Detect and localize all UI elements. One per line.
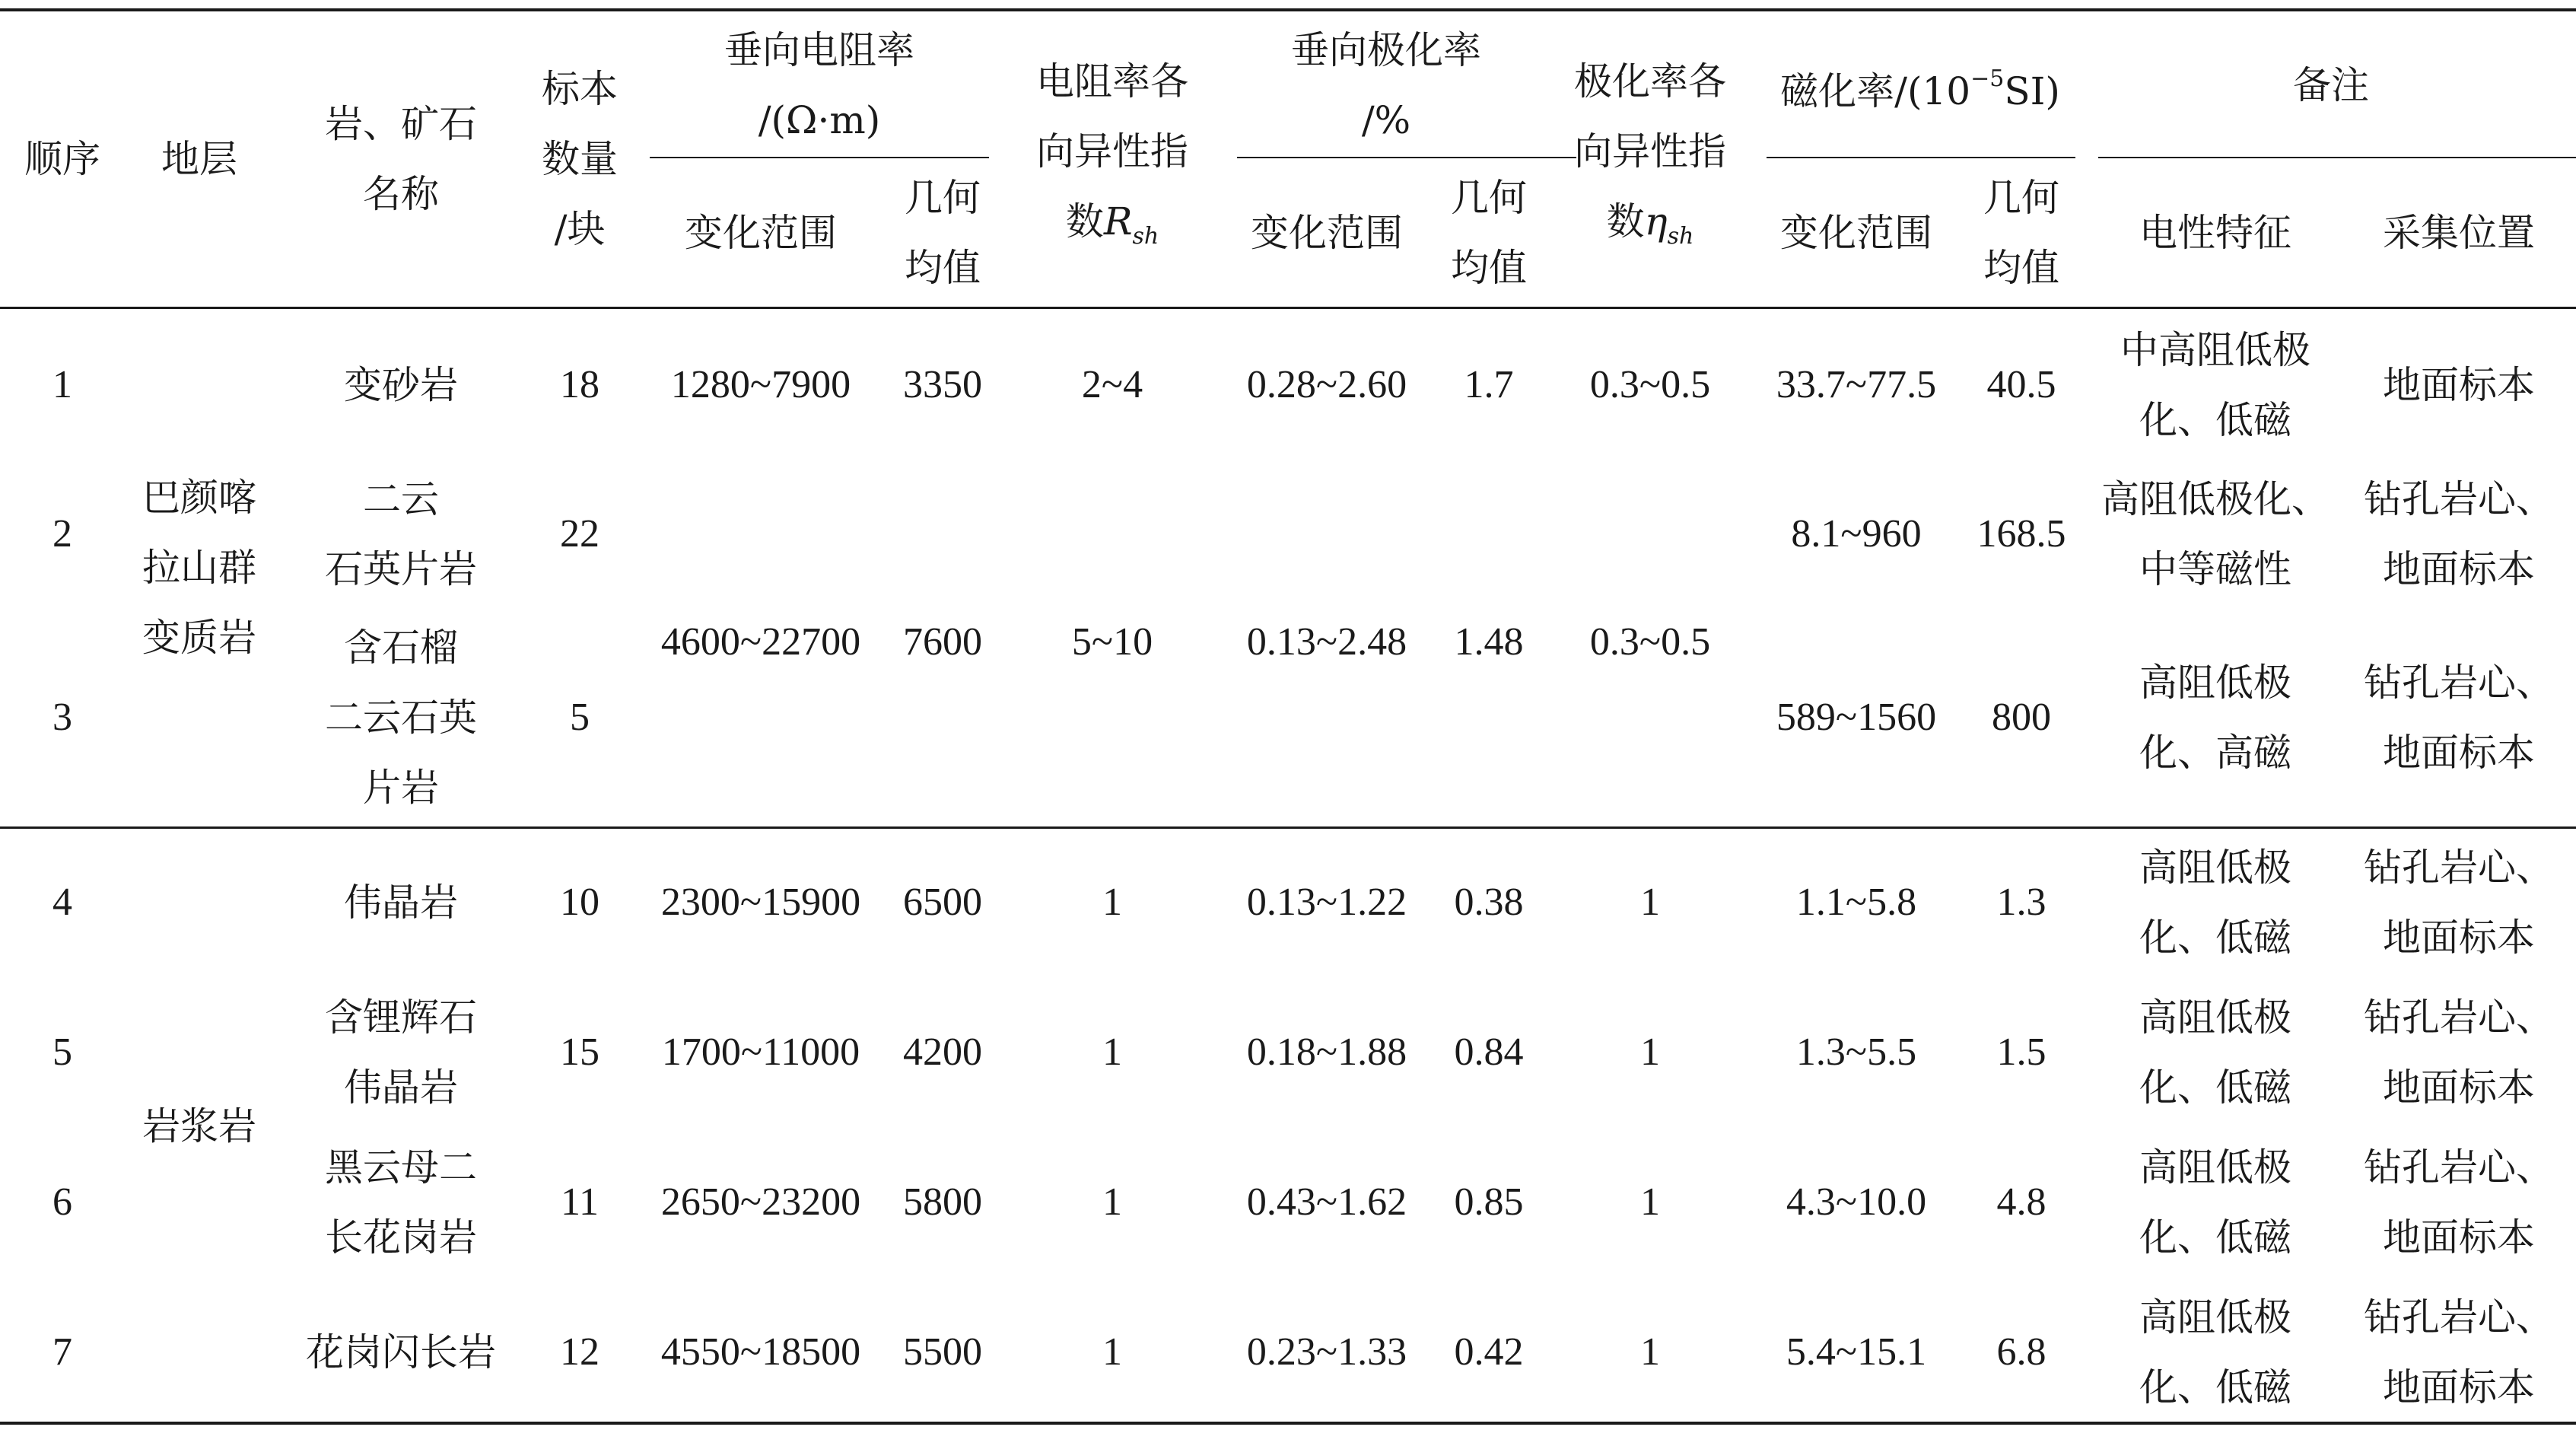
- header-resistivity-mean-text: 几何 均值: [905, 176, 981, 290]
- row-4-electrical-text: 高阻低极 化、低磁: [2139, 846, 2291, 960]
- row-3-location: [2364, 648, 2554, 788]
- row-2-electrical: [2101, 464, 2330, 604]
- header-stratum: 地层: [161, 137, 237, 181]
- row-5-electrical: [2139, 983, 2291, 1123]
- row-7-pol-mean: 0.42: [1454, 1330, 1524, 1374]
- row-7-location: [2364, 1282, 2554, 1422]
- header-polarizability-anisotropy-sub: sh: [1667, 223, 1694, 250]
- row-2-electrical-text: 高阻低极化、 中等磁性: [2101, 477, 2330, 591]
- header-susceptibility-mean-text: 几何 均值: [1983, 176, 2059, 290]
- row-1-electrical-text: 中高阻低极 化、低磁: [2120, 328, 2310, 442]
- row-1-electrical: [2120, 315, 2310, 455]
- row-6-res-mean: 5800: [903, 1180, 982, 1224]
- row-2-sus-mean: 168.5: [1977, 512, 2066, 556]
- row-6-order: 6: [52, 1180, 72, 1224]
- header-polarizability-mean-text: 几何 均值: [1451, 176, 1527, 290]
- row-6-name-text: 黑云母二 长花岗岩: [325, 1145, 477, 1260]
- row-6-electrical-text: 高阻低极 化、低磁: [2139, 1145, 2291, 1260]
- header-resistivity-anisotropy-symbol: R: [1103, 199, 1133, 244]
- stratum-metamorphic: [142, 463, 256, 673]
- row-5-location-text: 钻孔岩心、 地面标本: [2364, 995, 2554, 1110]
- row-1-res-range: 1280~7900: [670, 363, 851, 406]
- row-6-res-aniso: 1: [1102, 1180, 1122, 1224]
- row-1-location-text: 地面标本: [2383, 363, 2535, 407]
- header-resistivity-range: 变化范围: [685, 211, 837, 255]
- row-7-sus-mean: 6.8: [1996, 1330, 2046, 1374]
- row-1-name: 变砂岩: [344, 363, 458, 407]
- row-7-count: 12: [560, 1330, 599, 1374]
- merged-res-mean: 7600: [903, 620, 982, 664]
- header-resistivity-mean: [905, 163, 981, 303]
- row-4-location: [2364, 833, 2554, 973]
- row-4-res-aniso: 1: [1102, 881, 1122, 924]
- row-7-electrical-text: 高阻低极 化、低磁: [2139, 1295, 2291, 1409]
- merged-pol-mean: 1.48: [1454, 620, 1524, 664]
- group-rule-susceptibility: [1767, 157, 2075, 158]
- row-5-order: 5: [52, 1030, 72, 1074]
- row-5-res-range: 1700~11000: [661, 1030, 860, 1074]
- row-2-order: 2: [52, 512, 72, 556]
- row-7-pol-aniso: 1: [1640, 1330, 1660, 1374]
- row-3-sus-mean: 800: [1992, 696, 2051, 739]
- row-7-res-aniso: 1: [1102, 1330, 1122, 1374]
- merged-res-range: 4600~22700: [660, 620, 861, 664]
- row-7-name: 花岗闪长岩: [306, 1330, 496, 1374]
- row-3-electrical: [2139, 648, 2291, 788]
- row-6-sus-range: 4.3~10.0: [1786, 1180, 1927, 1224]
- header-polarizability-text: 垂向极化率 /%: [1291, 28, 1481, 142]
- row-4-electrical: [2139, 833, 2291, 973]
- row-5-pol-aniso: 1: [1640, 1030, 1660, 1074]
- row-6-count: 11: [560, 1180, 599, 1224]
- header-susceptibility-range: 变化范围: [1780, 211, 1932, 255]
- row-5-pol-range: 0.18~1.88: [1246, 1030, 1407, 1074]
- header-resistivity-anisotropy: [1036, 46, 1188, 272]
- row-5-name-text: 含锂辉石 伟晶岩: [325, 995, 477, 1110]
- row-7-res-mean: 5500: [903, 1330, 982, 1374]
- row-7-pol-range: 0.23~1.33: [1246, 1330, 1407, 1374]
- row-2-sus-range: 8.1~960: [1791, 512, 1922, 556]
- header-resistivity: [724, 15, 914, 155]
- header-polarizability-anisotropy: [1574, 46, 1726, 272]
- row-5-pol-mean: 0.84: [1454, 1030, 1524, 1074]
- merged-pol-range: 0.13~2.48: [1246, 620, 1407, 664]
- row-3-count: 5: [570, 696, 590, 739]
- header-resistivity-text: 垂向电阻率 /(Ω·m): [724, 28, 914, 142]
- row-5-res-mean: 4200: [903, 1030, 982, 1074]
- row-1-count: 18: [560, 363, 599, 406]
- row-1-res-mean: 3350: [903, 363, 982, 406]
- row-1-pol-aniso: 0.3~0.5: [1589, 363, 1711, 406]
- row-4-res-mean: 6500: [903, 881, 982, 924]
- header-susceptibility-prefix: 磁化率/(10: [1780, 69, 1971, 113]
- group-rule-polarizability: [1237, 157, 1576, 158]
- row-6-pol-aniso: 1: [1640, 1180, 1660, 1224]
- row-4-sus-mean: 1.3: [1996, 881, 2046, 924]
- merged-res-aniso: 5~10: [1071, 620, 1153, 664]
- header-polarizability-anisotropy-prefix: 极化率各 向异性指 数: [1574, 59, 1726, 244]
- row-2-name: [325, 464, 477, 604]
- header-sample-count-text: 标本 数量 /块: [542, 67, 618, 251]
- row-6-location-text: 钻孔岩心、 地面标本: [2364, 1145, 2554, 1260]
- header-susceptibility-suffix: SI): [2004, 69, 2060, 113]
- row-5-location: [2364, 983, 2554, 1123]
- row-3-name-text: 含石榴 二云石英 片岩: [325, 626, 477, 810]
- header-polarizability-mean: [1451, 163, 1527, 303]
- row-1-pol-range: 0.28~2.60: [1246, 363, 1407, 406]
- row-5-electrical-text: 高阻低极 化、低磁: [2139, 995, 2291, 1110]
- row-3-order: 3: [52, 696, 72, 739]
- row-1-pol-mean: 1.7: [1464, 363, 1514, 406]
- row-7-res-range: 4550~18500: [660, 1330, 861, 1374]
- row-5-count: 15: [560, 1030, 599, 1074]
- top-rule: [0, 8, 2576, 11]
- row-3-sus-range: 589~1560: [1776, 696, 1937, 739]
- row-3-name: [325, 613, 477, 823]
- section-rule: [0, 826, 2576, 829]
- row-1-order: 1: [52, 363, 72, 406]
- group-rule-remarks: [2098, 157, 2576, 158]
- header-rule: [0, 307, 2576, 309]
- row-7-sus-range: 5.4~15.1: [1786, 1330, 1927, 1374]
- row-6-pol-mean: 0.85: [1454, 1180, 1524, 1224]
- header-susceptibility-exp: −5: [1970, 65, 2005, 92]
- header-resistivity-anisotropy-sub: sh: [1132, 223, 1159, 250]
- row-4-name: 伟晶岩: [344, 881, 458, 925]
- row-3-location-text: 钻孔岩心、 地面标本: [2364, 661, 2554, 775]
- row-6-sus-mean: 4.8: [1996, 1180, 2046, 1224]
- row-4-sus-range: 1.1~5.8: [1795, 881, 1917, 924]
- header-polarizability: [1291, 15, 1481, 155]
- header-electrical: 电性特征: [2139, 211, 2291, 255]
- row-1-location: [2383, 350, 2535, 420]
- row-4-order: 4: [52, 881, 72, 924]
- row-4-pol-mean: 0.38: [1454, 881, 1524, 924]
- merged-pol-aniso: 0.3~0.5: [1589, 620, 1711, 664]
- row-7-location-text: 钻孔岩心、 地面标本: [2364, 1295, 2554, 1409]
- group-rule-resistivity: [650, 157, 989, 158]
- row-5-res-aniso: 1: [1102, 1030, 1122, 1074]
- header-polarizability-anisotropy-symbol: η: [1644, 199, 1668, 244]
- row-2-location-text: 钻孔岩心、 地面标本: [2364, 477, 2554, 591]
- header-order: 顺序: [24, 137, 100, 181]
- header-susceptibility-mean: [1983, 163, 2059, 303]
- row-3-electrical-text: 高阻低极 化、高磁: [2139, 661, 2291, 775]
- stratum-magmatic: 岩浆岩: [142, 1104, 256, 1148]
- row-1-res-aniso: 2~4: [1081, 363, 1143, 406]
- row-4-pol-aniso: 1: [1640, 881, 1660, 924]
- header-rock-name-text: 岩、矿石 名称: [325, 102, 477, 216]
- row-4-count: 10: [560, 881, 599, 924]
- row-2-location: [2364, 464, 2554, 604]
- row-5-name: [325, 983, 477, 1123]
- row-7-order: 7: [52, 1330, 72, 1374]
- row-5-sus-mean: 1.5: [1996, 1030, 2046, 1074]
- header-susceptibility: [1780, 44, 2060, 126]
- row-6-electrical: [2139, 1132, 2291, 1272]
- header-remarks: 备注: [2293, 63, 2369, 107]
- row-1-sus-mean: 40.5: [1986, 363, 2056, 406]
- row-7-electrical: [2139, 1282, 2291, 1422]
- row-2-count: 22: [560, 512, 599, 556]
- row-1-sus-range: 33.7~77.5: [1776, 363, 1937, 406]
- header-location: 采集位置: [2383, 211, 2535, 255]
- row-4-res-range: 2300~15900: [660, 881, 861, 924]
- header-sample-count: [542, 54, 618, 264]
- row-5-sus-range: 1.3~5.5: [1795, 1030, 1917, 1074]
- header-resistivity-anisotropy-prefix: 电阻率各 向异性指 数: [1036, 59, 1188, 244]
- row-6-res-range: 2650~23200: [660, 1180, 861, 1224]
- stratum-metamorphic-text: 巴颜喀 拉山群 变质岩: [142, 476, 256, 660]
- row-6-location: [2364, 1132, 2554, 1272]
- row-6-name: [325, 1132, 477, 1272]
- row-4-pol-range: 0.13~1.22: [1246, 881, 1407, 924]
- row-4-location-text: 钻孔岩心、 地面标本: [2364, 846, 2554, 960]
- row-6-pol-range: 0.43~1.62: [1246, 1180, 1407, 1224]
- row-2-name-text: 二云 石英片岩: [325, 477, 477, 591]
- header-polarizability-range: 变化范围: [1251, 211, 1403, 255]
- header-rock-name: [325, 89, 477, 229]
